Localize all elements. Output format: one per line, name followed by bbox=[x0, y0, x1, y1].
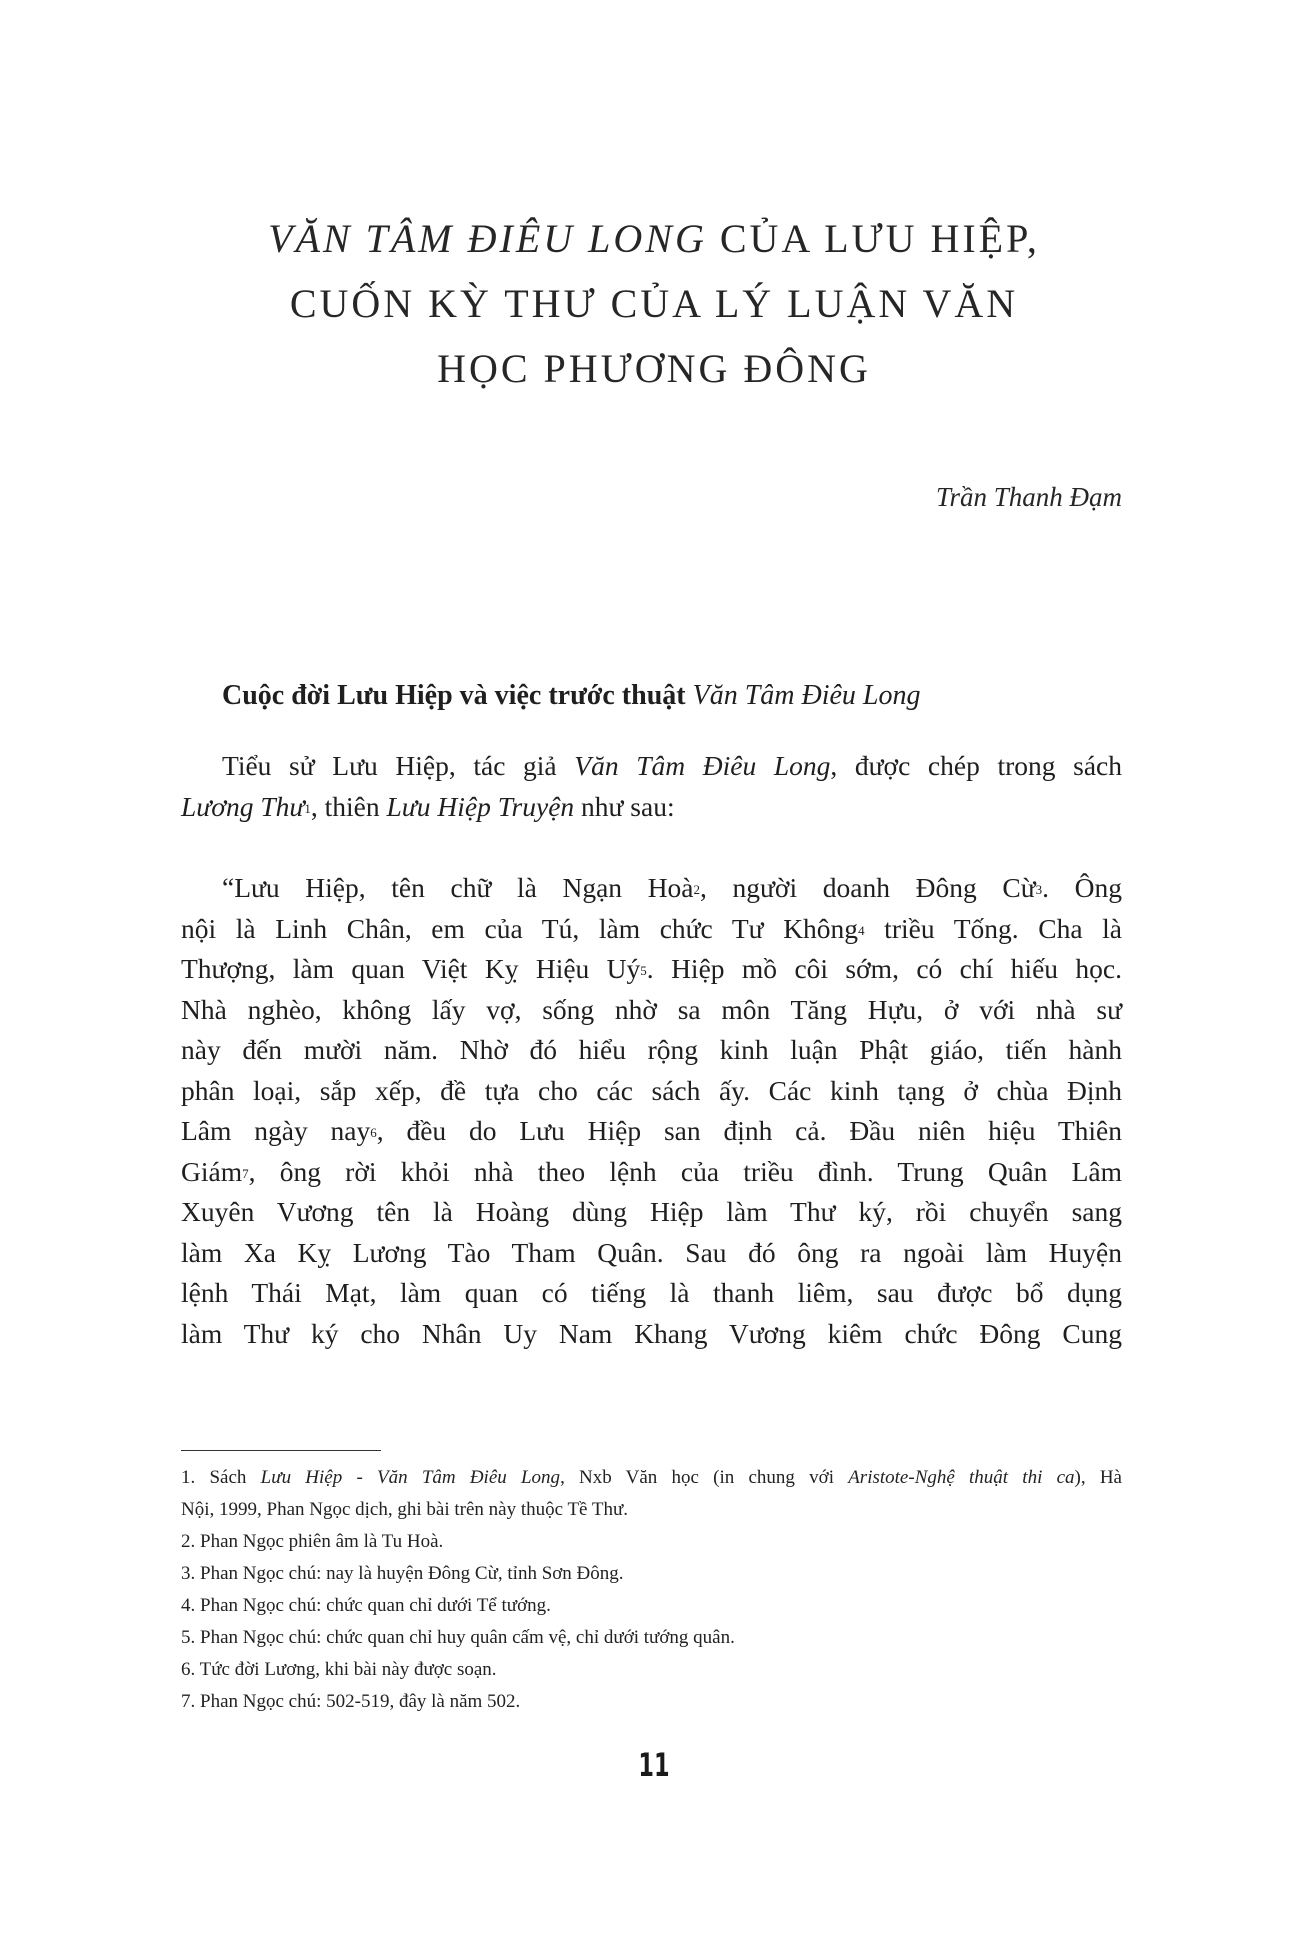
paragraph-line: Nhà nghèo, không lấy vợ, sống nhờ sa môn Tăng Hựu, ở với nhà sư bbox=[181, 993, 1122, 1025]
paragraph-line: làm Xa Kỵ Lương Tào Tham Quân. Sau đó ông ra ngoài làm Huyện bbox=[181, 1236, 1122, 1268]
footnote-ref[interactable]: 3 bbox=[1035, 882, 1043, 897]
footnote-divider bbox=[181, 1450, 381, 1451]
footnote-6: 6. Tức đời Lương, khi bài này được soạn. bbox=[181, 1659, 497, 1680]
footnote-4: 4. Phan Ngọc chú: chức quan chỉ dưới Tể tướng. bbox=[181, 1595, 551, 1616]
footnote-ref[interactable]: 6 bbox=[370, 1125, 377, 1140]
paragraph-line: “Lưu Hiệp, tên chữ là Ngạn Hoà$^2$, người doanh Đông Cừ$^3$. Ông bbox=[222, 872, 1122, 903]
footnote-ref[interactable]: 5 bbox=[640, 963, 647, 978]
title-line-2: CUỐN KỲ THƯ CỦA LÝ LUẬN VĂN bbox=[289, 281, 1019, 326]
footnote-1: 1. Sách Lưu Hiệp - Văn Tâm Điêu Long, Nxb Văn học (in chung với Aristote-Nghệ thuật thi ca), Hà Nội, 1999, Phan Ngọc dịch, ghi bài trên này thuộc Tề Thư. bbox=[181, 1467, 1122, 1520]
paragraph-line: Giám$^7$, ông rời khỏi nhà theo lệnh của triều đình. Trung Quân Lâm bbox=[181, 1155, 1122, 1187]
paragraph-line: lệnh Thái Mạt, làm quan có tiếng là thanh liêm, sau được bổ dụng bbox=[181, 1277, 1122, 1308]
section-heading: Cuộc đời Lưu Hiệp và việc trước thuật Văn Tâm Điêu Long bbox=[222, 680, 921, 711]
paragraph-line: Thượng, làm quan Việt Kỵ Hiệu $Uý^5$. Hiệp mồ côi sớm, có chí hiếu học. bbox=[181, 953, 1122, 984]
footnotes-list bbox=[181, 1462, 1122, 1718]
footnote-7: 7. Phan Ngọc chú: 502-519, đây là năm 502. bbox=[181, 1691, 521, 1712]
footnote-ref[interactable]: 4 bbox=[858, 922, 865, 938]
paragraph-line: Tiểu sử Lưu Hiệp, tác giả Văn Tâm Điêu Long, được chép trong sách bbox=[222, 750, 1123, 781]
footnote-5: 5. Phan Ngọc chú: chức quan chỉ huy quân cấm vệ, chỉ dưới tướng quân. bbox=[181, 1627, 735, 1648]
paragraph-line: Xuyên Vương tên là Hoàng dùng Hiệp làm Thư ký, rồi chuyển sang bbox=[181, 1196, 1122, 1227]
paragraph-line: phân loại, sắp xếp, đề tựa cho các sách ấy. Các kinh tạng ở chùa Định bbox=[181, 1074, 1122, 1106]
title-line-3: HỌC PHƯƠNG ĐÔNG bbox=[437, 346, 871, 391]
paragraph-line: Lâm ngày nay$^6$, đều do Lưu Hiệp san định cả. Đầu niên hiệu Thiên bbox=[181, 1115, 1122, 1146]
title-work-name: VĂN TÂM ĐIÊU LONG bbox=[268, 216, 707, 261]
author-name: Trần Thanh Đạm bbox=[935, 482, 1122, 512]
paragraph-line: Lương Thư$^1$, thiên Lưu Hiệp Truyện như sau: bbox=[181, 790, 675, 822]
chapter-title bbox=[150, 206, 1158, 401]
footnote-ref[interactable]: 2 bbox=[693, 882, 701, 897]
footnote-3: 3. Phan Ngọc chú: nay là huyện Đông Cừ, tỉnh Sơn Đông. bbox=[181, 1563, 624, 1584]
paragraph-quote bbox=[181, 868, 1122, 1354]
title-line-1: VĂN TÂM ĐIÊU LONG CỦA LƯU HIỆP, bbox=[268, 216, 1040, 261]
paragraph-line: nội là Linh Chân, em của Tú, làm chức Tư Không$^4$ triều Tống. Cha là bbox=[181, 912, 1122, 944]
footnote-2: 2. Phan Ngọc phiên âm là Tu Hoà. bbox=[181, 1531, 444, 1552]
page-number: 11 bbox=[638, 1746, 670, 1784]
paragraph-line: làm Thư ký cho Nhân Uy Nam Khang Vương kiêm chức Đông Cung bbox=[181, 1317, 1122, 1349]
paragraph-line: này đến mười năm. Nhờ đó hiểu rộng kinh luận Phật giáo, tiến hành bbox=[181, 1034, 1122, 1065]
footnote-ref[interactable]: 7 bbox=[242, 1165, 249, 1181]
footnote-ref[interactable]: 1 bbox=[304, 800, 311, 816]
paragraph-intro bbox=[181, 746, 1122, 827]
